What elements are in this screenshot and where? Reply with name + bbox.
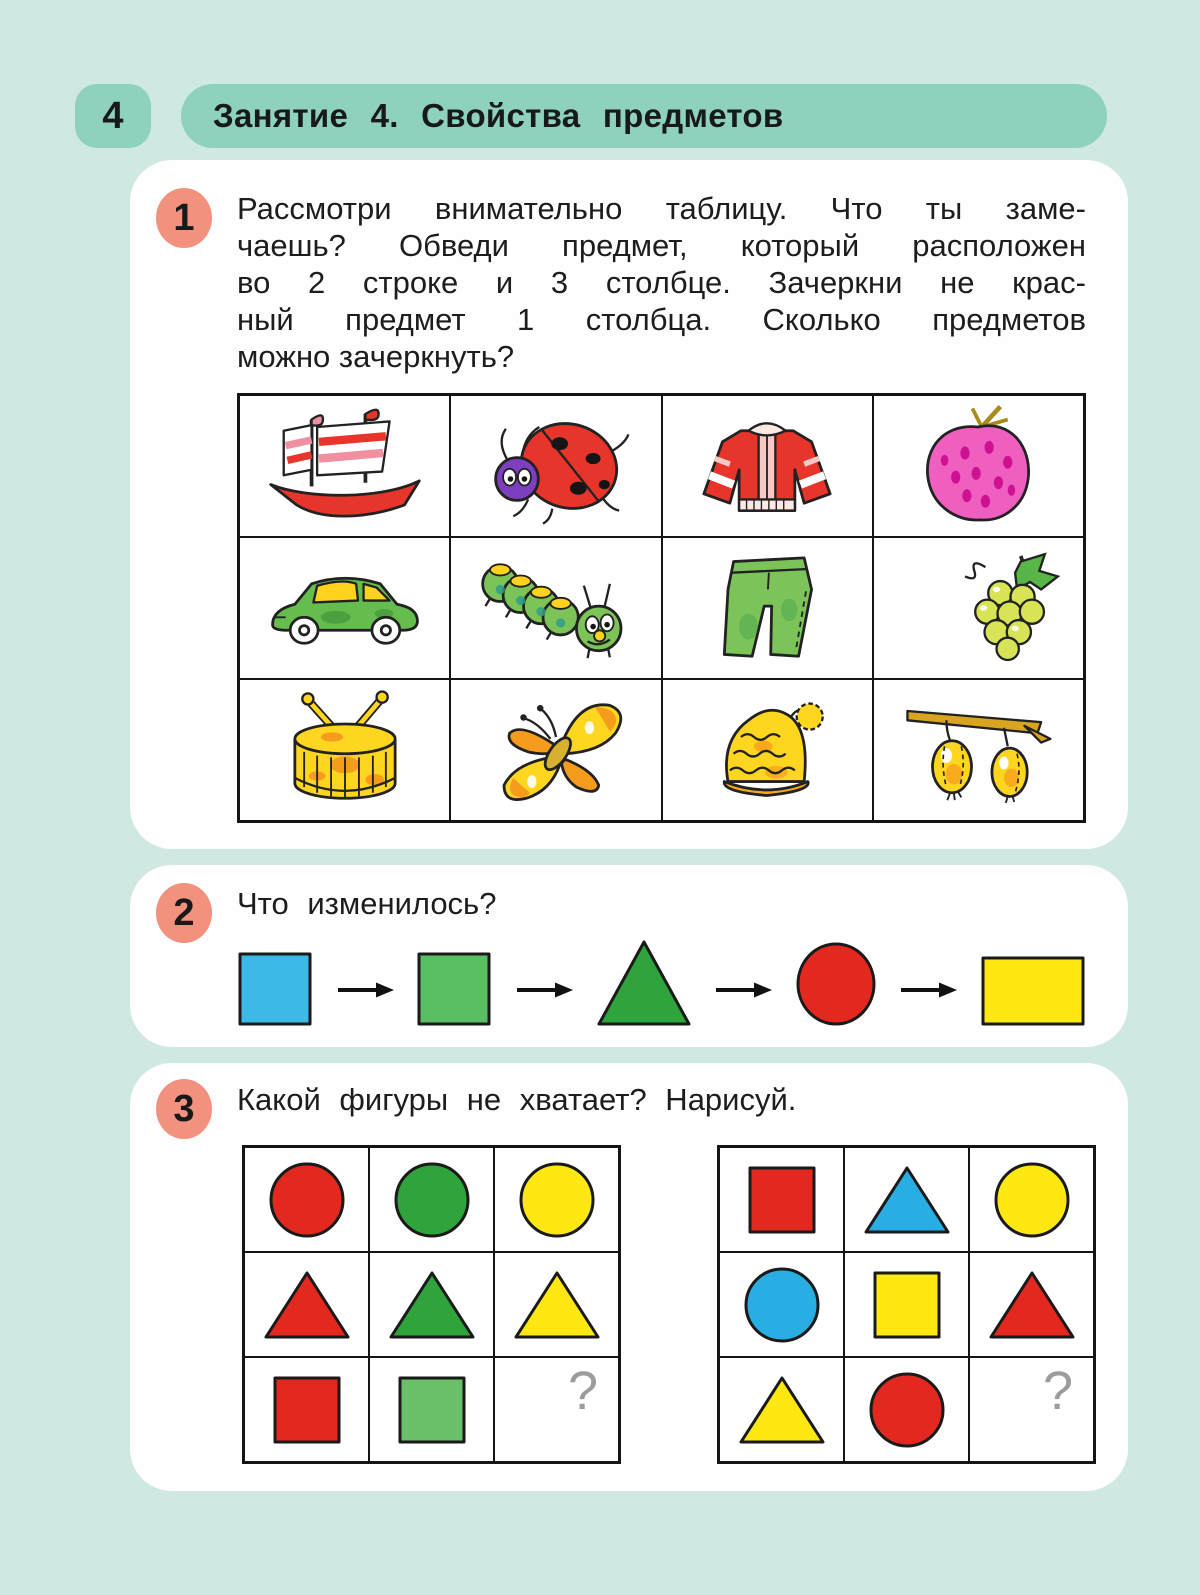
objects-table xyxy=(237,393,1086,823)
green-triangle-shape xyxy=(596,939,692,1027)
sequence-arrow xyxy=(714,981,772,999)
cell-red-circle xyxy=(844,1357,969,1462)
page-header xyxy=(0,0,1200,148)
cell-jacket[interactable] xyxy=(662,395,873,537)
task3-number-badge: 3 xyxy=(156,1079,212,1139)
page-number-chip: 4 xyxy=(75,84,151,148)
caterpillar-image xyxy=(460,543,652,673)
sequence-arrow xyxy=(515,981,573,999)
red-circle xyxy=(795,941,877,1027)
question-mark: ? xyxy=(1042,1361,1073,1421)
cell-green-square xyxy=(369,1357,494,1462)
instruction-line: ный предмет 1 столбца. Сколько предметов xyxy=(237,302,1086,337)
green-square-shape xyxy=(397,1375,467,1445)
cell-yellow-triangle xyxy=(719,1357,844,1462)
cell-red-square xyxy=(244,1357,369,1462)
ship-image xyxy=(249,401,441,531)
task2-card xyxy=(130,865,1128,1047)
green-triangle-shape xyxy=(388,1270,476,1340)
cell-red-square xyxy=(719,1147,844,1252)
task1-card xyxy=(130,160,1128,849)
shape-grids-row xyxy=(242,1145,1086,1464)
yellow-triangle-shape xyxy=(513,1270,601,1340)
green-circle-shape xyxy=(393,1161,471,1239)
green-square xyxy=(416,951,492,1027)
arrow-right-icon xyxy=(336,981,394,999)
green-triangle xyxy=(596,939,692,1027)
red-square-shape xyxy=(747,1165,817,1235)
red-circle-shape xyxy=(268,1161,346,1239)
grapes-image xyxy=(882,543,1074,673)
cell-yellow-triangle xyxy=(494,1252,619,1357)
red-square-shape xyxy=(272,1375,342,1445)
missing-figure-cell[interactable] xyxy=(494,1357,619,1462)
sequence-arrow xyxy=(899,981,957,999)
cell-hat[interactable] xyxy=(662,679,873,821)
question-mark: ? xyxy=(567,1361,598,1421)
cell-raspberry[interactable] xyxy=(873,395,1084,537)
yellow-square-shape xyxy=(872,1270,942,1340)
blue-circle-shape xyxy=(743,1266,821,1344)
sequence-arrow xyxy=(336,981,394,999)
red-circle-shape xyxy=(795,941,877,1027)
missing-figure-cell[interactable] xyxy=(969,1357,1094,1462)
blue-square-shape xyxy=(237,951,313,1027)
cell-red-circle xyxy=(244,1147,369,1252)
gooseberries-image xyxy=(882,685,1074,815)
yellow-circle-shape xyxy=(993,1161,1071,1239)
cell-gooseberries[interactable] xyxy=(873,679,1084,821)
yellow-rectangle-shape xyxy=(980,955,1086,1027)
cell-blue-circle xyxy=(719,1252,844,1357)
instruction-line: можно зачеркнуть? xyxy=(237,339,515,374)
yellow-triangle-shape xyxy=(738,1375,826,1445)
car-image xyxy=(249,543,441,673)
cell-trousers[interactable] xyxy=(662,537,873,679)
red-triangle-shape xyxy=(988,1270,1076,1340)
drum-image xyxy=(249,685,441,815)
cell-car[interactable] xyxy=(239,537,450,679)
cell-butterfly[interactable] xyxy=(450,679,661,821)
cell-drum[interactable] xyxy=(239,679,450,821)
hat-image xyxy=(671,685,863,815)
cell-caterpillar[interactable] xyxy=(450,537,661,679)
task3-card xyxy=(130,1063,1128,1491)
cell-red-triangle xyxy=(244,1252,369,1357)
cell-yellow-circle xyxy=(494,1147,619,1252)
yellow-circle-shape xyxy=(518,1161,596,1239)
instruction-line: во 2 строке и 3 столбце. Зачеркни не крас- xyxy=(237,265,1086,300)
ladybug-image xyxy=(460,401,652,531)
red-triangle-shape xyxy=(263,1270,351,1340)
shape-grid-left xyxy=(242,1145,621,1464)
cell-blue-triangle xyxy=(844,1147,969,1252)
cell-ladybug[interactable] xyxy=(450,395,661,537)
raspberry-image xyxy=(882,401,1074,531)
cell-yellow-circle xyxy=(969,1147,1094,1252)
cell-grapes[interactable] xyxy=(873,537,1084,679)
arrow-right-icon xyxy=(515,981,573,999)
task1-number-badge: 1 xyxy=(156,188,212,248)
task3-question: Какой фигуры не хватает? Нарисуй. xyxy=(237,1082,797,1117)
instruction-line: Рассмотри внимательно таблицу. Что ты заме- xyxy=(237,191,1086,226)
task1-instructions xyxy=(237,190,1086,375)
green-square-shape xyxy=(416,951,492,1027)
cell-green-triangle xyxy=(369,1252,494,1357)
shape-grid-right xyxy=(717,1145,1096,1464)
task2-number-badge: 2 xyxy=(156,883,212,943)
arrow-right-icon xyxy=(899,981,957,999)
butterfly-image xyxy=(460,685,652,815)
cell-yellow-square xyxy=(844,1252,969,1357)
task2-question: Что изменилось? xyxy=(237,886,497,921)
blue-triangle-shape xyxy=(863,1165,951,1235)
cell-ship[interactable] xyxy=(239,395,450,537)
arrow-right-icon xyxy=(714,981,772,999)
instruction-line: чаешь? Обведи предмет, который расположен xyxy=(237,228,1086,263)
trousers-image xyxy=(671,543,863,673)
blue-square xyxy=(237,951,313,1027)
red-circle-shape xyxy=(868,1371,946,1449)
cell-red-triangle xyxy=(969,1252,1094,1357)
cell-green-circle xyxy=(369,1147,494,1252)
jacket-image xyxy=(671,401,863,531)
lesson-title-pill xyxy=(181,84,1107,148)
yellow-rectangle xyxy=(980,955,1086,1027)
shape-sequence xyxy=(237,933,1086,1027)
lesson-title: Занятие 4. Свойства предметов xyxy=(213,97,784,134)
